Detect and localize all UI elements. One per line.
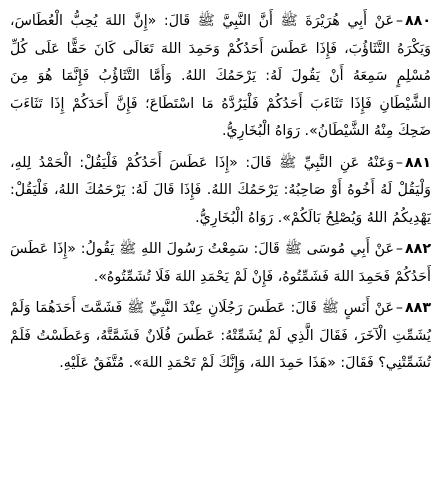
number-separator: – (395, 300, 404, 316)
hadith-text: عَنْ أَبِي هُرَيْرَةَ ﷺ أَنَّ النَّبِيَّ ﷺ قَالَ: «إِنَّ اللهَ يُحِبُّ الْعُطَاسَ، وَيَكْرَهُ التَّثَاؤُبَ، فَإِذَا عَطَسَ أَحَدُكُمْ وَحَمِدَ اللهَ تَعَالَى كَانَ حَقًّا عَلَى كُلِّ مُسْلِمٍ سَمِعَهُ أَنْ يَقُولَ لَهُ: يَرْحَمُكَ اللهُ. وَأَمَّا التَّثَاؤُبُ فَإِنَّمَا هُوَ مِنَ الشَّيْطَانِ فَإِذَا تَثَاءَبَ أَحَدُكُمْ فَلْيَرُدَّهُ مَا اسْتَطَاعَ؛ فَإِنَّ أَحَدَكُمْ إِذَا تَثَاءَبَ ضَحِكَ مِنْهُ الشَّيْطَانُ». رَوَاهُ الْبُخَارِيُّ. (10, 13, 431, 139)
hadith-880 (10, 8, 431, 146)
hadith-text: عَنْ أَبِي مُوسَى ﷺ قَالَ: سَمِعْتُ رَسُولَ اللهِ ﷺ يَقُولُ: «إِذَا عَطَسَ أَحَدُكُمْ فَحَمِدَ اللهَ فَشَمِّتُوهُ، فَإِنْ لَمْ يَحْمَدِ اللهَ فَلَا تُشَمِّتُوهُ». (10, 241, 431, 285)
hadith-882 (10, 236, 431, 291)
hadith-text: عَنْ أَنَسٍ ﷺ قَالَ: عَطَسَ رَجُلَانِ عِنْدَ النَّبِيِّ ﷺ فَشَمَّتَ أَحَدَهُمَا وَلَمْ يُشَمِّتِ الْآخَرَ، فَقَالَ الَّذِي لَمْ يُشَمِّتْهُ: عَطَسَ فُلَانٌ فَشَمَّتَّهُ، وَعَطَسْتُ فَلَمْ تُشَمِّتْنِي؟ فَقَالَ: «هَذَا حَمِدَ اللهَ، وَإِنَّكَ لَمْ تَحْمَدِ اللهَ». مُتَّفَقٌ عَلَيْهِ. (10, 300, 431, 371)
hadith-883 (10, 295, 431, 378)
hadith-number: ٨٨٢ (405, 241, 431, 257)
number-separator: – (395, 241, 404, 257)
hadith-text: وَعَنْهُ عَنِ النَّبِيِّ ﷺ قَالَ: «إِذَا عَطَسَ أَحَدُكُمْ فَلْيَقُلْ: الْحَمْدُ لِلهِ، وَلْيَقُلْ لَهُ أَخُوهُ أَوْ صَاحِبُهُ: يَرْحَمُكَ اللهُ. فَإِذَا قَالَ لَهُ: يَرْحَمُكَ اللهُ، فَلْيَقُلْ: يَهْدِيكُمُ اللهُ وَيُصْلِحُ بَالَكُمْ». رَوَاهُ الْبُخَارِيُّ. (10, 154, 431, 226)
hadith-number: ٨٨١ (405, 154, 431, 171)
number-separator: – (395, 13, 404, 29)
hadith-881 (10, 150, 431, 233)
number-separator: – (395, 154, 404, 171)
hadith-number: ٨٨٠ (405, 13, 431, 29)
hadith-number: ٨٨٣ (405, 300, 431, 316)
